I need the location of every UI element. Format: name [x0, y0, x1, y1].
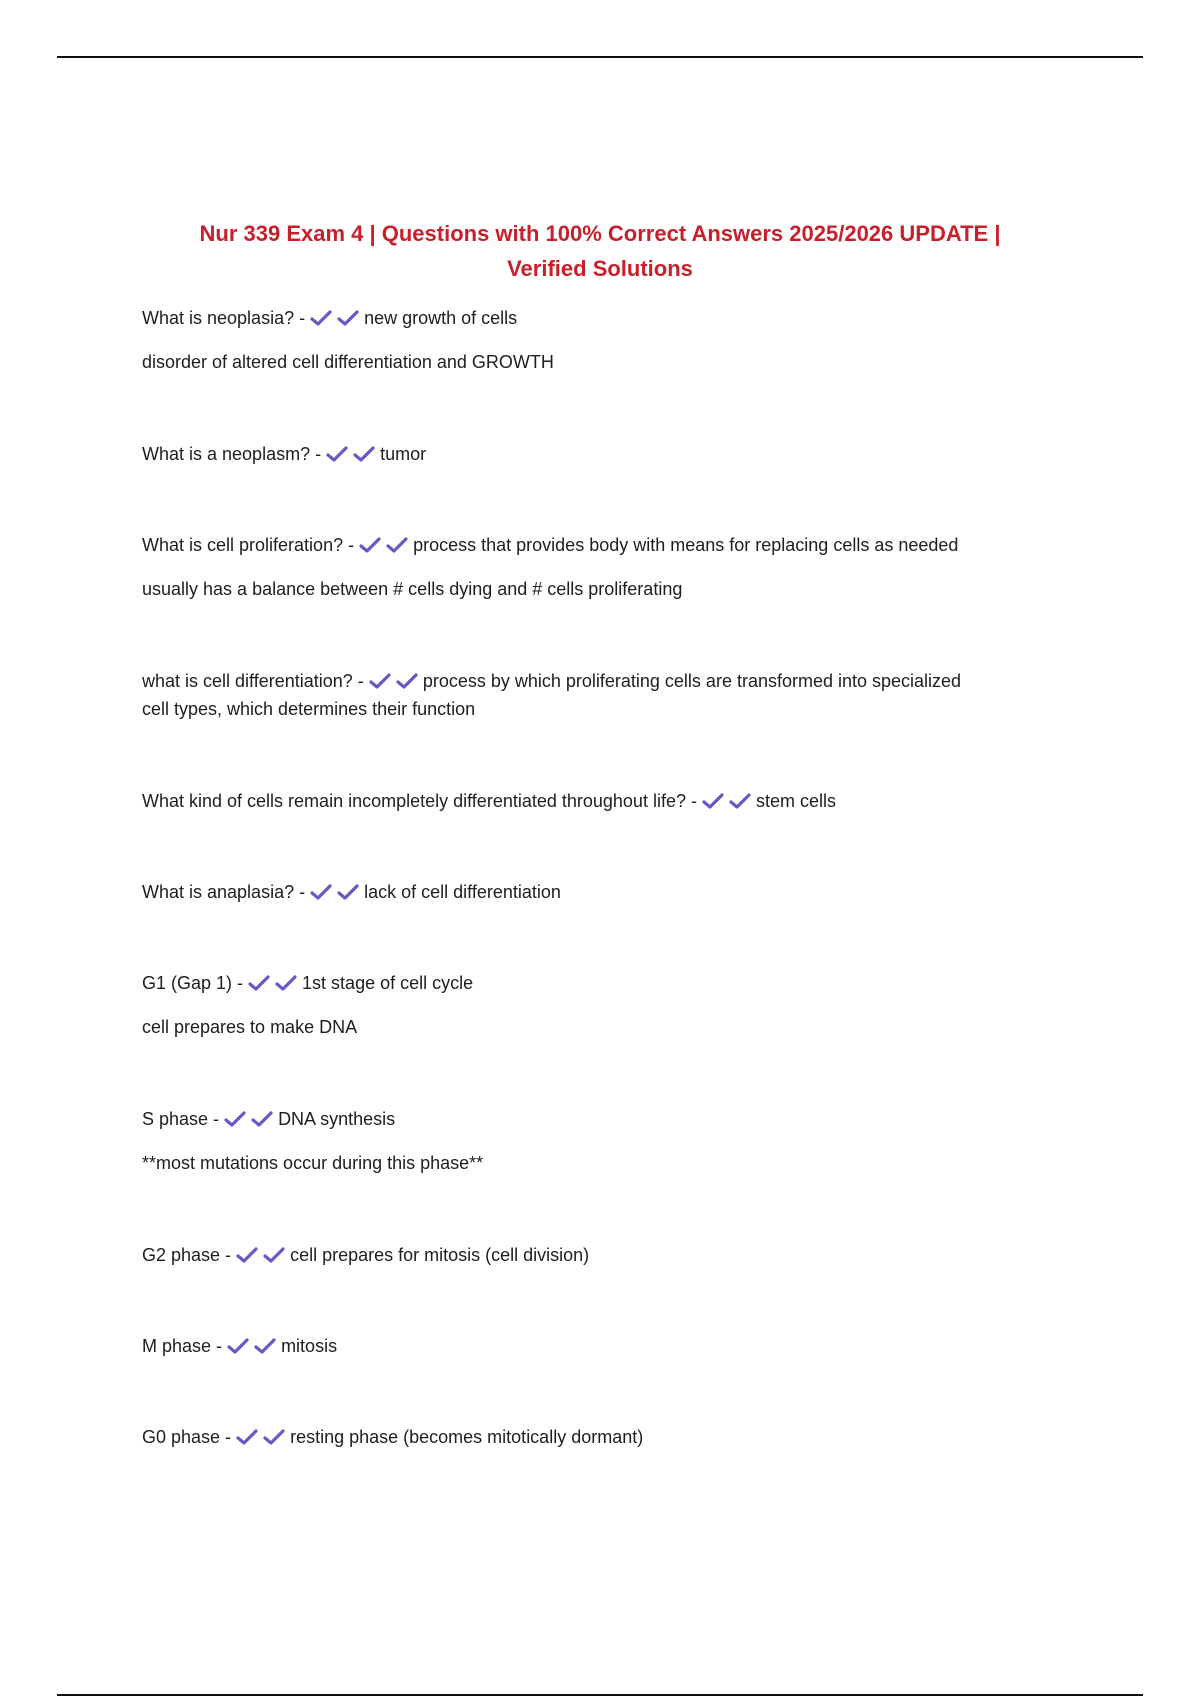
title-line-1: Nur 339 Exam 4 | Questions with 100% Correct Answers 2025/2026 UPDATE | [199, 221, 1001, 246]
question-text: What is neoplasia? - [142, 308, 306, 328]
question-text: M phase - [142, 1336, 223, 1356]
checkmark-icon [337, 309, 359, 327]
question-text: What is a neoplasm? - [142, 444, 322, 464]
checkmark-icon [396, 672, 418, 690]
answer-note: cell prepares to make DNA [142, 1017, 358, 1037]
checkmark-icon [369, 672, 391, 690]
qa-line [142, 667, 1082, 695]
top-rule [57, 56, 1143, 58]
answer-text: process that provides body with means for replacing cells as needed [413, 535, 959, 555]
answer-text: stem cells [755, 791, 836, 811]
checkmark-icon [359, 536, 381, 554]
qa-line [142, 531, 1082, 559]
answer-text: lack of cell differentiation [364, 882, 561, 902]
checkmark-icon [224, 1110, 246, 1128]
answer-text: DNA synthesis [278, 1109, 396, 1129]
checkmark-icon [227, 1337, 249, 1355]
answer-note: disorder of altered cell differentiation and GROWTH [142, 352, 554, 372]
checkmark-icon [353, 445, 375, 463]
qa-item [142, 969, 1082, 1041]
qa-item [142, 1241, 1082, 1269]
checkmark-icon [326, 445, 348, 463]
question-text: What is anaplasia? - [142, 882, 306, 902]
checkmark-icon [263, 1428, 285, 1446]
qa-item [142, 667, 1082, 723]
checkmark-icon [251, 1110, 273, 1128]
qa-item [142, 1332, 1082, 1360]
answer-text: tumor [380, 444, 427, 464]
checkmark-icon [729, 792, 751, 810]
question-text: What kind of cells remain incompletely differentiated throughout life? - [142, 791, 697, 811]
qa-line [142, 440, 1082, 468]
answer-text: resting phase (becomes mitotically dormant) [290, 1427, 644, 1447]
qa-line [142, 878, 1082, 906]
checkmark-icon [337, 883, 359, 901]
checkmark-icon [702, 792, 724, 810]
checkmark-icon [310, 309, 332, 327]
checkmark-icon [236, 1246, 258, 1264]
answer-note: usually has a balance between # cells dying and # cells proliferating [142, 579, 683, 599]
checkmark-icon [263, 1246, 285, 1264]
answer-text: process by which proliferating cells are transformed into specialized [422, 671, 962, 691]
qa-line [142, 1105, 1082, 1133]
qa-line [142, 1241, 1082, 1269]
qa-item [142, 1105, 1082, 1177]
answer-continuation: cell types, which determines their function [142, 699, 476, 719]
qa-item [142, 1423, 1082, 1451]
answer-text: cell prepares for mitosis (cell division) [290, 1245, 590, 1265]
question-text: G0 phase - [142, 1427, 232, 1447]
qa-item [142, 440, 1082, 468]
answer-text: 1st stage of cell cycle [302, 973, 474, 993]
checkmark-icon [248, 974, 270, 992]
question-text: What is cell proliferation? - [142, 535, 355, 555]
answer-text: mitosis [281, 1336, 338, 1356]
qa-line [142, 787, 1082, 815]
qa-line [142, 1332, 1082, 1360]
question-text: G1 (Gap 1) - [142, 973, 244, 993]
qa-item [142, 878, 1082, 906]
qa-line [142, 304, 1082, 332]
qa-item [142, 531, 1082, 603]
checkmark-icon [236, 1428, 258, 1446]
checkmark-icon [310, 883, 332, 901]
answer-note: **most mutations occur during this phase** [142, 1153, 484, 1173]
question-text: S phase - [142, 1109, 220, 1129]
question-text: what is cell differentiation? - [142, 671, 364, 691]
qa-line [142, 969, 1082, 997]
checkmark-icon [275, 974, 297, 992]
qa-line [142, 1423, 1082, 1451]
checkmark-icon [254, 1337, 276, 1355]
page-title [130, 216, 1070, 286]
qa-item [142, 304, 1082, 376]
qa-item [142, 787, 1082, 815]
bottom-rule [57, 1694, 1143, 1696]
title-line-2: Verified Solutions [507, 256, 693, 281]
checkmark-icon [386, 536, 408, 554]
question-text: G2 phase - [142, 1245, 232, 1265]
answer-text: new growth of cells [364, 308, 518, 328]
